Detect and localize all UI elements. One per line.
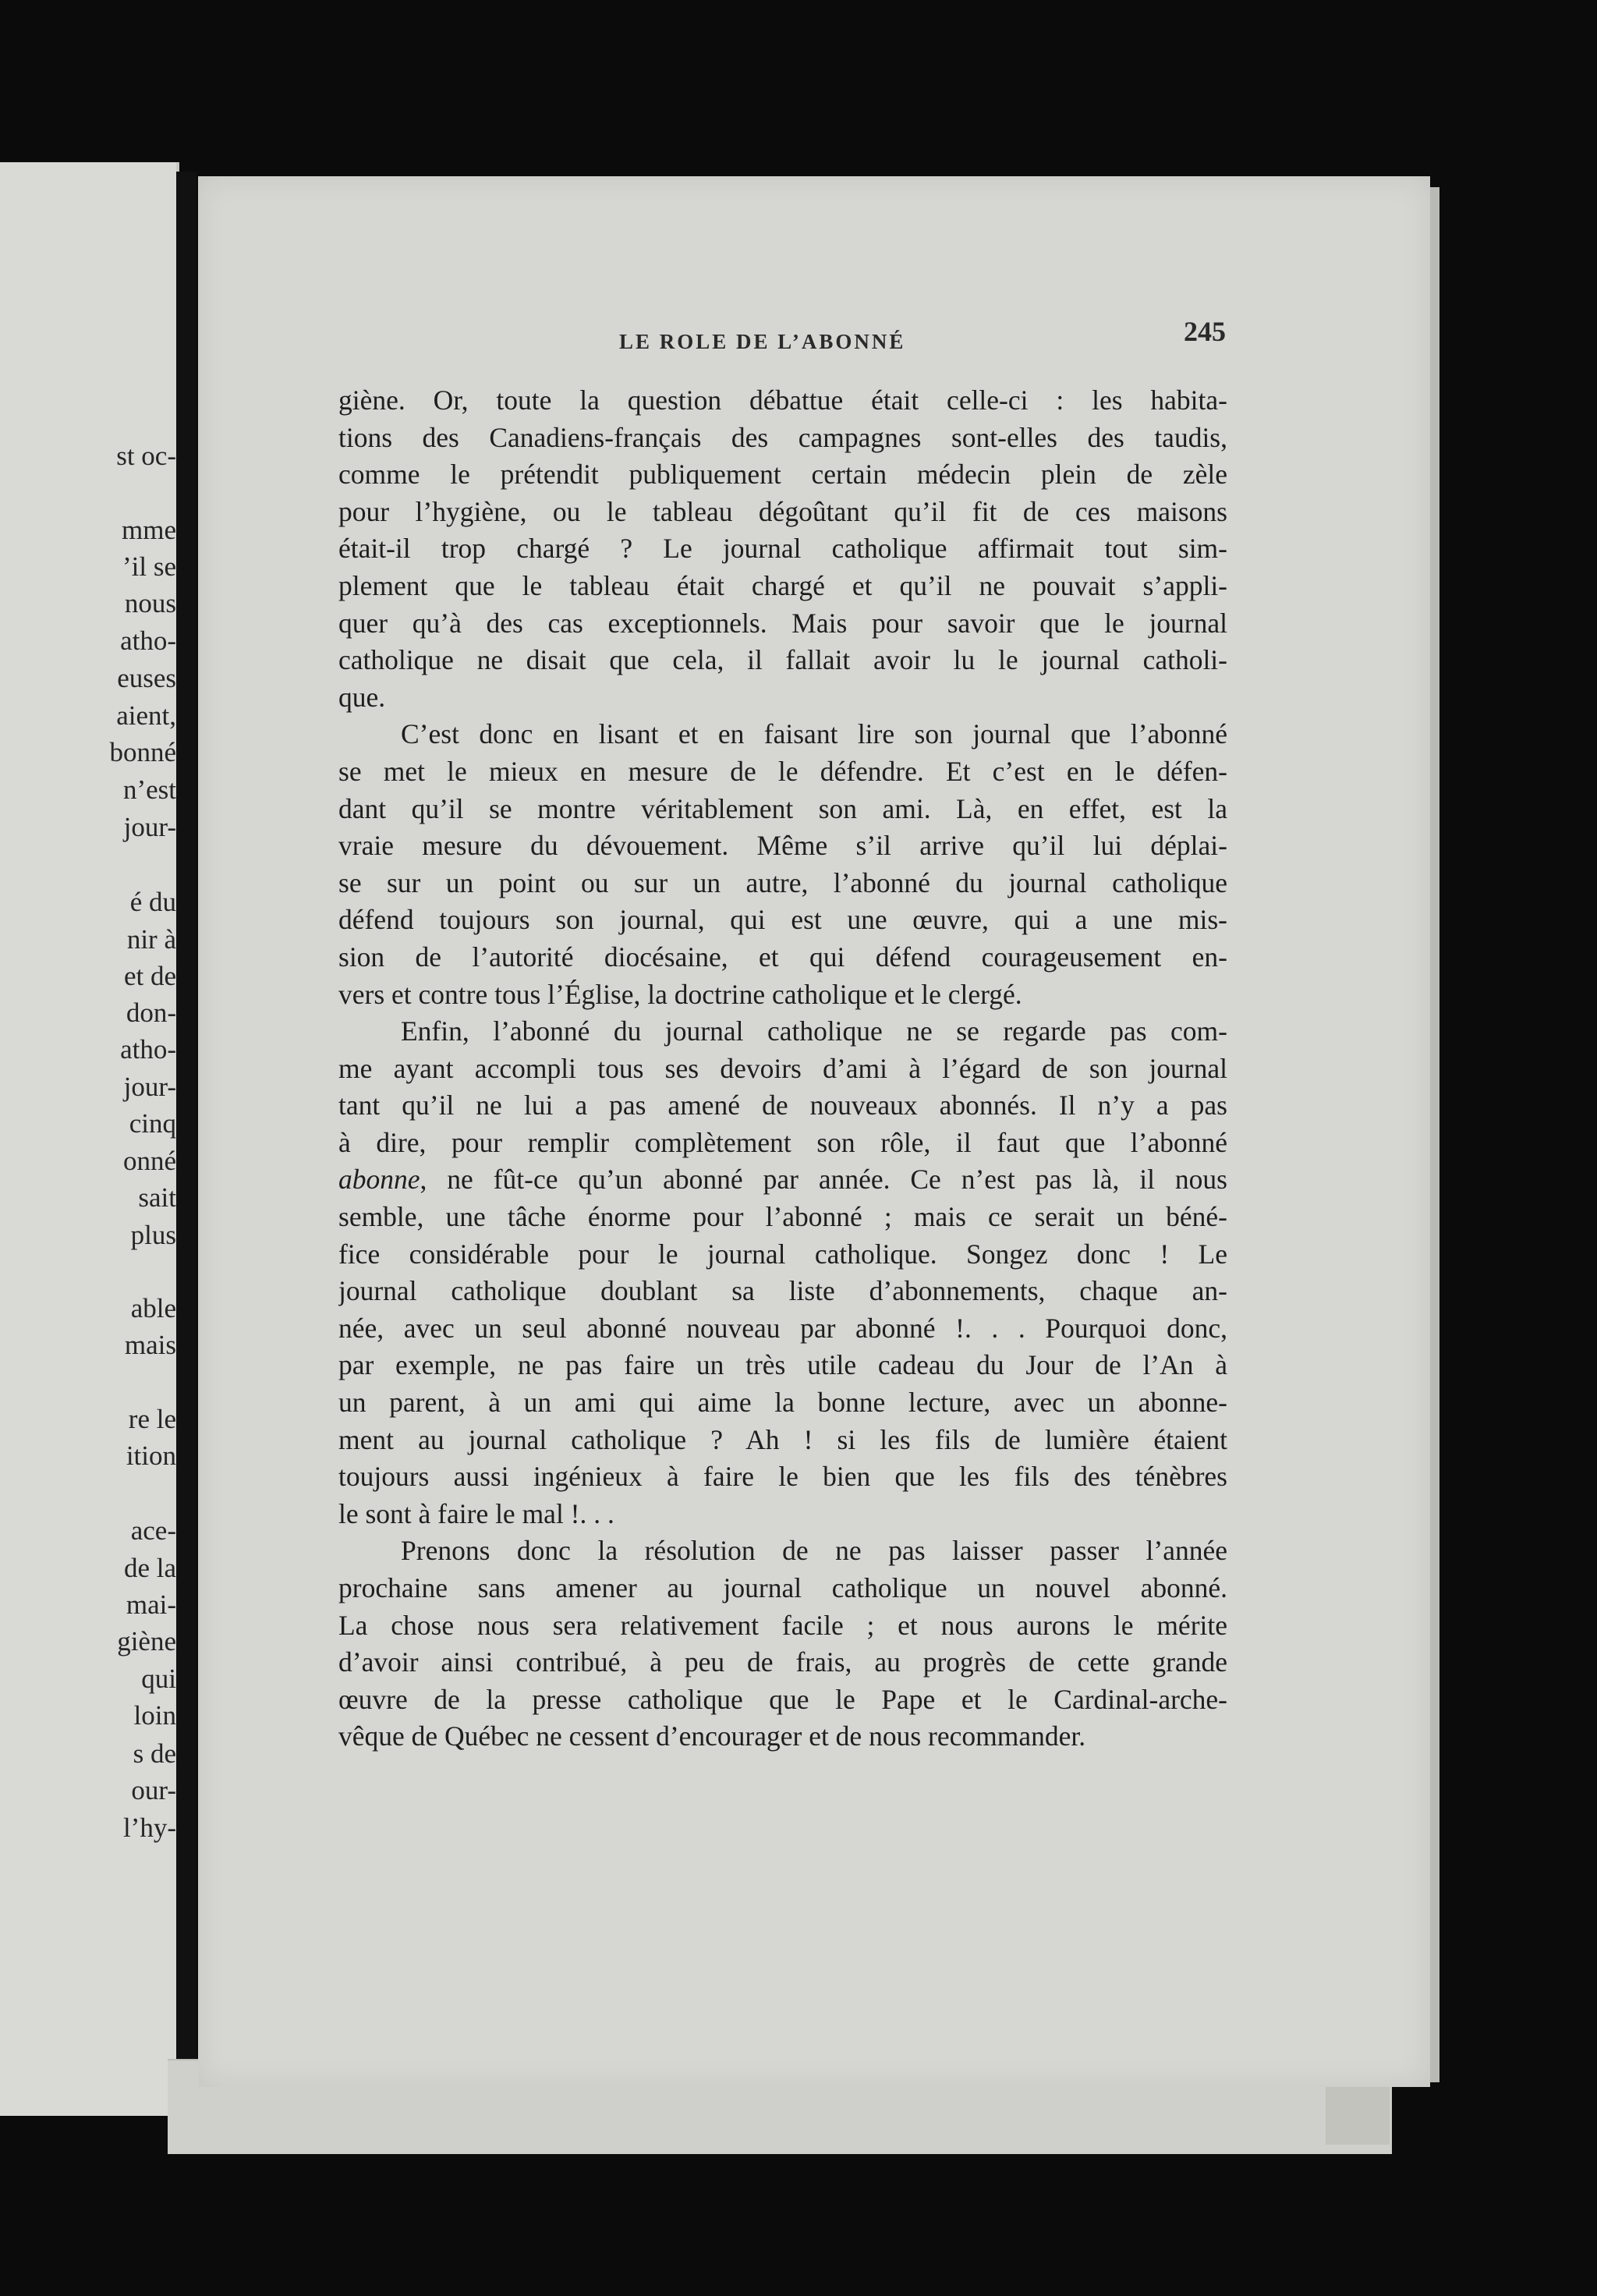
left-page-text-fragment: aient, (116, 700, 176, 731)
text-line: sion de l’autorité diocésaine, et qui défend courageusement en- (338, 941, 1227, 973)
text-line: le sont à faire le mal !. . . (338, 1497, 614, 1529)
left-page-text-fragment: re le (128, 1404, 176, 1434)
left-page-text-fragment: st oc- (116, 441, 176, 471)
left-page-text-fragment: don- (126, 997, 176, 1028)
text-line: prochaine sans amener au journal catholique un nouvel abonné. (338, 1572, 1227, 1603)
text-line: Enfin, l’abonné du journal catholique ne se regarde pas com- (401, 1015, 1227, 1047)
book-gutter (176, 172, 197, 2106)
left-page-text-fragment: cinq (129, 1108, 176, 1139)
body-text (338, 382, 1227, 1756)
text-line: La chose nous sera relativement facile ; et nous aurons le mérite (338, 1609, 1227, 1641)
text-line: abonne, ne fût-ce qu’un abonné par année. Ce n’est pas là, il nous (338, 1164, 1227, 1196)
text-line: ment au journal catholique ? Ah ! si les fils de lumière étaient (338, 1423, 1227, 1455)
left-page-text-fragment: jour- (123, 1072, 176, 1102)
left-page-text-fragment: able (130, 1293, 176, 1323)
left-page-text-fragment: jour- (123, 812, 176, 842)
left-page-text-fragment: nous (124, 588, 176, 618)
text-line: Prenons donc la résolution de ne pas laisser passer l’année (401, 1535, 1227, 1567)
page-edge (1430, 187, 1439, 2082)
text-line: fice considérable pour le journal catholique. Songez donc ! Le (338, 1238, 1227, 1270)
left-page-text-fragment: s de (133, 1738, 176, 1769)
page-number: 245 (1184, 316, 1226, 347)
left-page-text-fragment: et de (123, 961, 176, 991)
text-line: comme le prétendit publiquement certain médecin plein de zèle (338, 459, 1227, 491)
text-line: tions des Canadiens-français des campagnes sont-elles des taudis, (338, 421, 1227, 453)
text-line: semble, une tâche énorme pour l’abonné ; mais ce serait un béné- (338, 1201, 1227, 1233)
left-page-text-fragment: giène (117, 1626, 176, 1656)
text-line: tant qu’il ne lui a pas amené de nouveaux abonnés. Il n’y a pas (338, 1090, 1227, 1121)
left-page-text-fragment: plus (130, 1220, 176, 1250)
text-line: que. (338, 681, 386, 713)
left-page-text-fragment: atho- (120, 625, 176, 656)
text-line: par exemple, ne pas faire un très utile cadeau du Jour de l’An à (338, 1349, 1227, 1381)
left-page-text-fragment: mais (124, 1330, 176, 1360)
left-page-text-fragment: é du (129, 887, 176, 917)
text-line: née, avec un seul abonné nouveau par abonné !. . . Pourquoi donc, (338, 1312, 1227, 1344)
text-line: quer qu’à des cas exceptionnels. Mais pour savoir que le journal (338, 607, 1227, 639)
left-page-text-fragment: n’est (122, 774, 176, 805)
left-page-text-fragment: qui (141, 1664, 176, 1694)
left-page-text-fragment: onné (122, 1146, 176, 1176)
text-line: à dire, pour remplir complètement son rôle, il faut que l’abonné (338, 1126, 1227, 1158)
text-line: vêque de Québec ne cessent d’encourager et de nous recommander. (338, 1720, 1086, 1752)
left-page-text-fragment: sait (138, 1182, 176, 1213)
text-line: C’est donc en lisant et en faisant lire son journal que l’abonné (401, 718, 1227, 750)
text-line: dant qu’il se montre véritablement son ami. Là, en effet, est la (338, 792, 1227, 824)
left-page-text-fragment: ’il se (122, 551, 176, 582)
text-line: défend toujours son journal, qui est une œuvre, qui a une mis- (338, 904, 1227, 936)
text-line: plement que le tableau était chargé et qu’il ne pouvait s’appli- (338, 569, 1227, 601)
left-page-text-fragment: euses (117, 663, 176, 693)
left-page-text-fragment: bonné (109, 737, 176, 767)
text-line: se sur un point ou sur un autre, l’abonné du journal catholique (338, 866, 1227, 898)
text-line: était-il trop chargé ? Le journal catholique affirmait tout sim- (338, 533, 1227, 565)
book-page (198, 176, 1430, 2087)
text-line: journal catholique doublant sa liste d’abonnements, chaque an- (338, 1275, 1227, 1307)
text-line: me ayant accompli tous ses devoirs d’ami à l’égard de son journal (338, 1052, 1227, 1084)
left-page-text-fragment: mme (122, 515, 176, 545)
left-page-text-fragment: de la (123, 1553, 176, 1583)
text-line: œuvre de la presse catholique que le Pape et le Cardinal-arche- (338, 1683, 1227, 1715)
text-line: vers et contre tous l’Église, la doctrine catholique et le clergé. (338, 978, 1022, 1010)
text-line: toujours aussi ingénieux à faire le bien que les fils des ténèbres (338, 1461, 1227, 1493)
text-line: d’avoir ainsi contribué, à peu de frais, au progrès de cette grande (338, 1646, 1227, 1678)
left-page-text-fragment: mai- (126, 1589, 176, 1620)
left-page-text-fragment: loin (133, 1700, 176, 1731)
left-page-text-fragment: l’hy- (122, 1812, 176, 1843)
left-page-text-fragment: ition (126, 1440, 176, 1471)
text-line: catholique ne disait que cela, il fallait avoir lu le journal catholi- (338, 644, 1227, 676)
left-page-text-fragment: our- (131, 1775, 176, 1805)
text-line: vraie mesure du dévouement. Même s’il arrive qu’il lui déplai- (338, 830, 1227, 862)
left-facing-page (0, 162, 179, 2116)
left-page-text-fragment: atho- (120, 1034, 176, 1065)
running-head: LE ROLE DE L’ABONNÉ (619, 330, 906, 353)
text-line: pour l’hygiène, ou le tableau dégoûtant qu’il fit de ces maisons (338, 495, 1227, 527)
left-page-text-fragment: ace- (130, 1515, 176, 1546)
left-page-text-fragment: nir à (126, 924, 176, 955)
text-line: un parent, à un ami qui aime la bonne lecture, avec un abonne- (338, 1387, 1227, 1419)
text-line: se met le mieux en mesure de le défendre. Et c’est en le défen- (338, 755, 1227, 787)
text-line: giène. Or, toute la question débattue était celle-ci : les habita- (338, 384, 1227, 416)
